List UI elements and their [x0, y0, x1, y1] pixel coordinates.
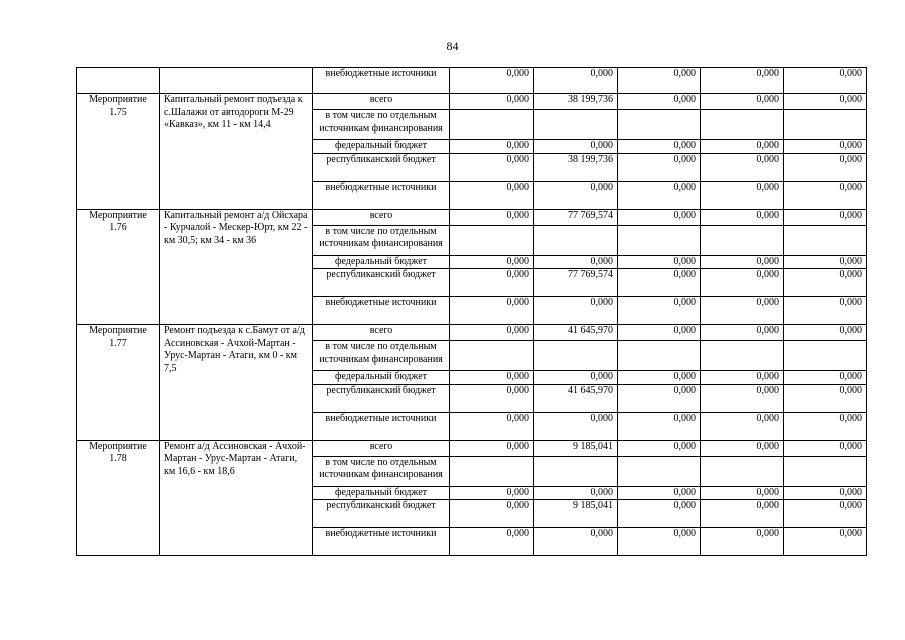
amount-cell: 0,000: [618, 325, 701, 341]
amount-cell: 0,000: [534, 140, 618, 154]
funding-source-cell: всего: [313, 440, 450, 456]
amount-cell: [701, 456, 784, 486]
funding-source-cell: республиканский бюджет: [313, 500, 450, 528]
table-row: [77, 209, 867, 225]
amount-cell: [618, 225, 701, 255]
amount-cell: [701, 225, 784, 255]
amount-cell: [450, 110, 534, 140]
amount-cell: [534, 110, 618, 140]
funding-source-cell: всего: [313, 94, 450, 110]
amount-cell: 41 645,970: [534, 384, 618, 412]
amount-cell: 0,000: [618, 68, 701, 94]
amount-cell: 0,000: [618, 440, 701, 456]
budget-table-body: [77, 68, 867, 556]
amount-cell: 0,000: [701, 384, 784, 412]
amount-cell: 77 769,574: [534, 269, 618, 297]
amount-cell: 0,000: [618, 528, 701, 556]
funding-source-cell: всего: [313, 209, 450, 225]
amount-cell: 0,000: [784, 486, 867, 500]
amount-cell: [534, 341, 618, 371]
amount-cell: 0,000: [701, 440, 784, 456]
event-number-cell: Мероприятие 1.77: [77, 325, 160, 441]
event-number-cell: Мероприятие 1.76: [77, 209, 160, 325]
amount-cell: 0,000: [784, 140, 867, 154]
amount-cell: [450, 341, 534, 371]
event-name-cell: Ремонт подъезда к с.Бамут от а/д Ассиновская - Ачхой-Мартан - Урус-Мартан - Атаги, км 0 - км 7,5: [160, 325, 313, 441]
amount-cell: 0,000: [450, 325, 534, 341]
amount-cell: 0,000: [784, 153, 867, 181]
funding-source-cell: всего: [313, 325, 450, 341]
amount-cell: 0,000: [450, 94, 534, 110]
amount-cell: 0,000: [618, 486, 701, 500]
amount-cell: [450, 456, 534, 486]
event-number-cell: [77, 68, 160, 94]
amount-cell: 0,000: [534, 486, 618, 500]
amount-cell: 0,000: [618, 412, 701, 440]
amount-cell: 0,000: [618, 500, 701, 528]
funding-source-cell: федеральный бюджет: [313, 140, 450, 154]
amount-cell: [784, 110, 867, 140]
amount-cell: 0,000: [534, 371, 618, 385]
funding-source-cell: внебюджетные источники: [313, 412, 450, 440]
funding-source-cell: в том числе по отдельным источникам финансирования: [313, 341, 450, 371]
amount-cell: 0,000: [701, 325, 784, 341]
amount-cell: 0,000: [701, 181, 784, 209]
amount-cell: [784, 456, 867, 486]
amount-cell: 0,000: [450, 486, 534, 500]
amount-cell: 0,000: [784, 94, 867, 110]
amount-cell: 38 199,736: [534, 94, 618, 110]
amount-cell: 0,000: [450, 440, 534, 456]
amount-cell: 0,000: [701, 94, 784, 110]
amount-cell: 0,000: [784, 528, 867, 556]
amount-cell: 0,000: [618, 94, 701, 110]
event-name-cell: [160, 68, 313, 94]
amount-cell: 0,000: [784, 371, 867, 385]
amount-cell: 0,000: [534, 68, 618, 94]
funding-source-cell: внебюджетные источники: [313, 68, 450, 94]
amount-cell: 0,000: [618, 181, 701, 209]
amount-cell: 0,000: [784, 297, 867, 325]
amount-cell: [450, 225, 534, 255]
amount-cell: 0,000: [784, 500, 867, 528]
amount-cell: 0,000: [701, 269, 784, 297]
amount-cell: 0,000: [450, 528, 534, 556]
event-name-cell: Капитальный ремонт а/д Ойсхара - Курчалой - Мескер-Юрт, км 22 - км 30,5; км 34 - км 36: [160, 209, 313, 325]
amount-cell: 0,000: [701, 140, 784, 154]
amount-cell: 0,000: [450, 181, 534, 209]
table-row: [77, 94, 867, 110]
event-number-cell: Мероприятие 1.75: [77, 94, 160, 210]
amount-cell: 0,000: [701, 486, 784, 500]
table-row: [77, 325, 867, 341]
event-number-cell: Мероприятие 1.78: [77, 440, 160, 556]
amount-cell: 0,000: [701, 209, 784, 225]
amount-cell: [784, 341, 867, 371]
amount-cell: 0,000: [701, 68, 784, 94]
amount-cell: [784, 225, 867, 255]
funding-source-cell: федеральный бюджет: [313, 486, 450, 500]
amount-cell: 0,000: [450, 412, 534, 440]
amount-cell: [701, 110, 784, 140]
funding-source-cell: республиканский бюджет: [313, 384, 450, 412]
amount-cell: 0,000: [534, 297, 618, 325]
amount-cell: [534, 225, 618, 255]
amount-cell: 0,000: [701, 297, 784, 325]
amount-cell: 0,000: [701, 528, 784, 556]
funding-source-cell: внебюджетные источники: [313, 297, 450, 325]
amount-cell: 0,000: [450, 140, 534, 154]
amount-cell: 0,000: [701, 255, 784, 269]
amount-cell: 0,000: [534, 255, 618, 269]
amount-cell: 0,000: [784, 384, 867, 412]
funding-source-cell: в том числе по отдельным источникам финансирования: [313, 456, 450, 486]
funding-source-cell: в том числе по отдельным источникам финансирования: [313, 225, 450, 255]
funding-source-cell: республиканский бюджет: [313, 153, 450, 181]
amount-cell: 0,000: [450, 371, 534, 385]
amount-cell: 0,000: [450, 384, 534, 412]
budget-table: [76, 67, 867, 556]
amount-cell: 0,000: [450, 500, 534, 528]
amount-cell: 0,000: [534, 181, 618, 209]
amount-cell: 41 645,970: [534, 325, 618, 341]
funding-source-cell: в том числе по отдельным источникам финансирования: [313, 110, 450, 140]
amount-cell: [618, 456, 701, 486]
amount-cell: 0,000: [618, 384, 701, 412]
amount-cell: 0,000: [701, 500, 784, 528]
amount-cell: 0,000: [450, 209, 534, 225]
amount-cell: 0,000: [701, 412, 784, 440]
amount-cell: 0,000: [784, 325, 867, 341]
event-name-cell: Ремонт а/д Ассиновская - Ачхой-Мартан - Урус-Мартан - Атаги, км 16,6 - км 18,6: [160, 440, 313, 556]
amount-cell: 0,000: [450, 297, 534, 325]
amount-cell: 0,000: [450, 153, 534, 181]
amount-cell: 0,000: [618, 371, 701, 385]
funding-source-cell: внебюджетные источники: [313, 181, 450, 209]
amount-cell: 0,000: [784, 440, 867, 456]
amount-cell: 0,000: [784, 181, 867, 209]
amount-cell: 0,000: [618, 153, 701, 181]
funding-source-cell: республиканский бюджет: [313, 269, 450, 297]
amount-cell: 0,000: [784, 269, 867, 297]
event-name-cell: Капитальный ремонт подъезда к с.Шалажи от автодороги М-29 «Кавказ», км 11 - км 14,4: [160, 94, 313, 210]
amount-cell: 0,000: [618, 255, 701, 269]
amount-cell: 0,000: [534, 528, 618, 556]
table-row: [77, 440, 867, 456]
page-number: 84: [446, 39, 459, 53]
amount-cell: 0,000: [784, 209, 867, 225]
funding-source-cell: федеральный бюджет: [313, 371, 450, 385]
amount-cell: [534, 456, 618, 486]
amount-cell: 0,000: [784, 255, 867, 269]
amount-cell: 0,000: [784, 68, 867, 94]
amount-cell: 9 185,041: [534, 500, 618, 528]
funding-source-cell: федеральный бюджет: [313, 255, 450, 269]
amount-cell: 77 769,574: [534, 209, 618, 225]
amount-cell: 0,000: [534, 412, 618, 440]
amount-cell: 0,000: [701, 153, 784, 181]
amount-cell: 9 185,041: [534, 440, 618, 456]
amount-cell: [701, 341, 784, 371]
amount-cell: 0,000: [450, 68, 534, 94]
amount-cell: [618, 110, 701, 140]
amount-cell: 0,000: [618, 297, 701, 325]
amount-cell: 38 199,736: [534, 153, 618, 181]
amount-cell: 0,000: [618, 140, 701, 154]
amount-cell: 0,000: [701, 371, 784, 385]
amount-cell: 0,000: [618, 209, 701, 225]
amount-cell: 0,000: [618, 269, 701, 297]
funding-source-cell: внебюджетные источники: [313, 528, 450, 556]
table-row: [77, 68, 867, 94]
amount-cell: 0,000: [450, 269, 534, 297]
amount-cell: 0,000: [450, 255, 534, 269]
amount-cell: 0,000: [784, 412, 867, 440]
amount-cell: [618, 341, 701, 371]
